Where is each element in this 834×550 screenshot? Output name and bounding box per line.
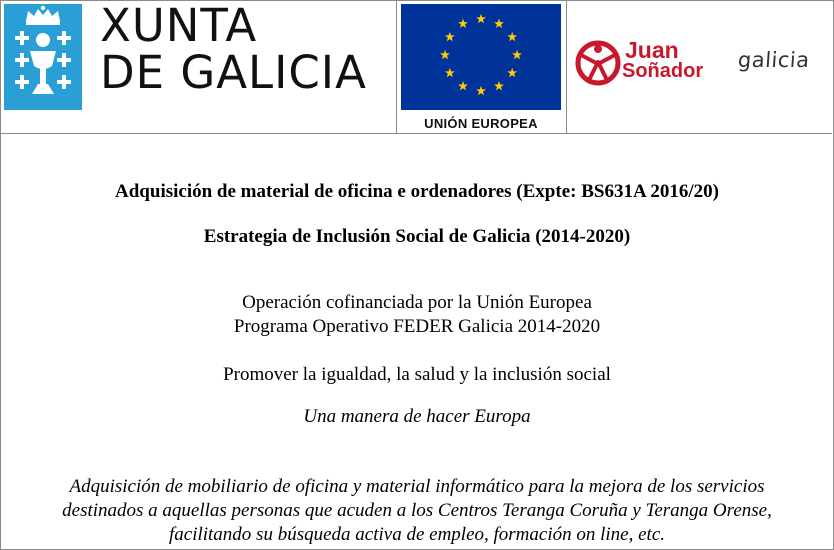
xunta-wordmark bbox=[100, 0, 367, 99]
description-line-1: Adquisición de mobiliario de oficina y material informático para la mejora de los servicios bbox=[69, 476, 765, 497]
header-divider bbox=[396, 0, 397, 133]
juan-line2: Soñador bbox=[622, 60, 704, 82]
xunta-shield-icon bbox=[4, 4, 82, 110]
juan-sonador-wordmark bbox=[622, 37, 704, 82]
xunta-line1: XUNTA bbox=[100, 0, 258, 52]
cofinanced-text: Operación cofinanciada por la Unión Europea bbox=[242, 292, 592, 313]
document-title: Adquisición de material de oficina e ordenadores (Expte: BS631A 2016/20) bbox=[115, 181, 719, 202]
header-divider bbox=[566, 0, 567, 133]
description-line-3: facilitando su búsqueda activa de empleo, formación on line, etc. bbox=[168, 524, 665, 545]
logo-header bbox=[0, 0, 832, 134]
juan-line1: Juan bbox=[625, 37, 679, 63]
xunta-line2: DE GALICIA bbox=[100, 46, 367, 99]
description-line-2: destinados a aquellas personas que acuden a los Centros Teranga Coruña y Teranga Orense, bbox=[62, 500, 772, 521]
eu-label: UNIÓN EUROPEA bbox=[424, 116, 538, 131]
strategy-heading: Estrategia de Inclusión Social de Galicia (2014-2020) bbox=[203, 226, 631, 247]
motto-text: Una manera de hacer Europa bbox=[303, 406, 531, 427]
juan-sonador-logo-icon bbox=[575, 40, 621, 86]
eu-flag-icon bbox=[401, 4, 561, 110]
program-text: Programa Operativo FEDER Galicia 2014-2020 bbox=[233, 316, 601, 337]
galicia-logo: galicia bbox=[737, 48, 811, 72]
objective-text: Promover la igualdad, la salud y la inclusión social bbox=[223, 364, 611, 385]
